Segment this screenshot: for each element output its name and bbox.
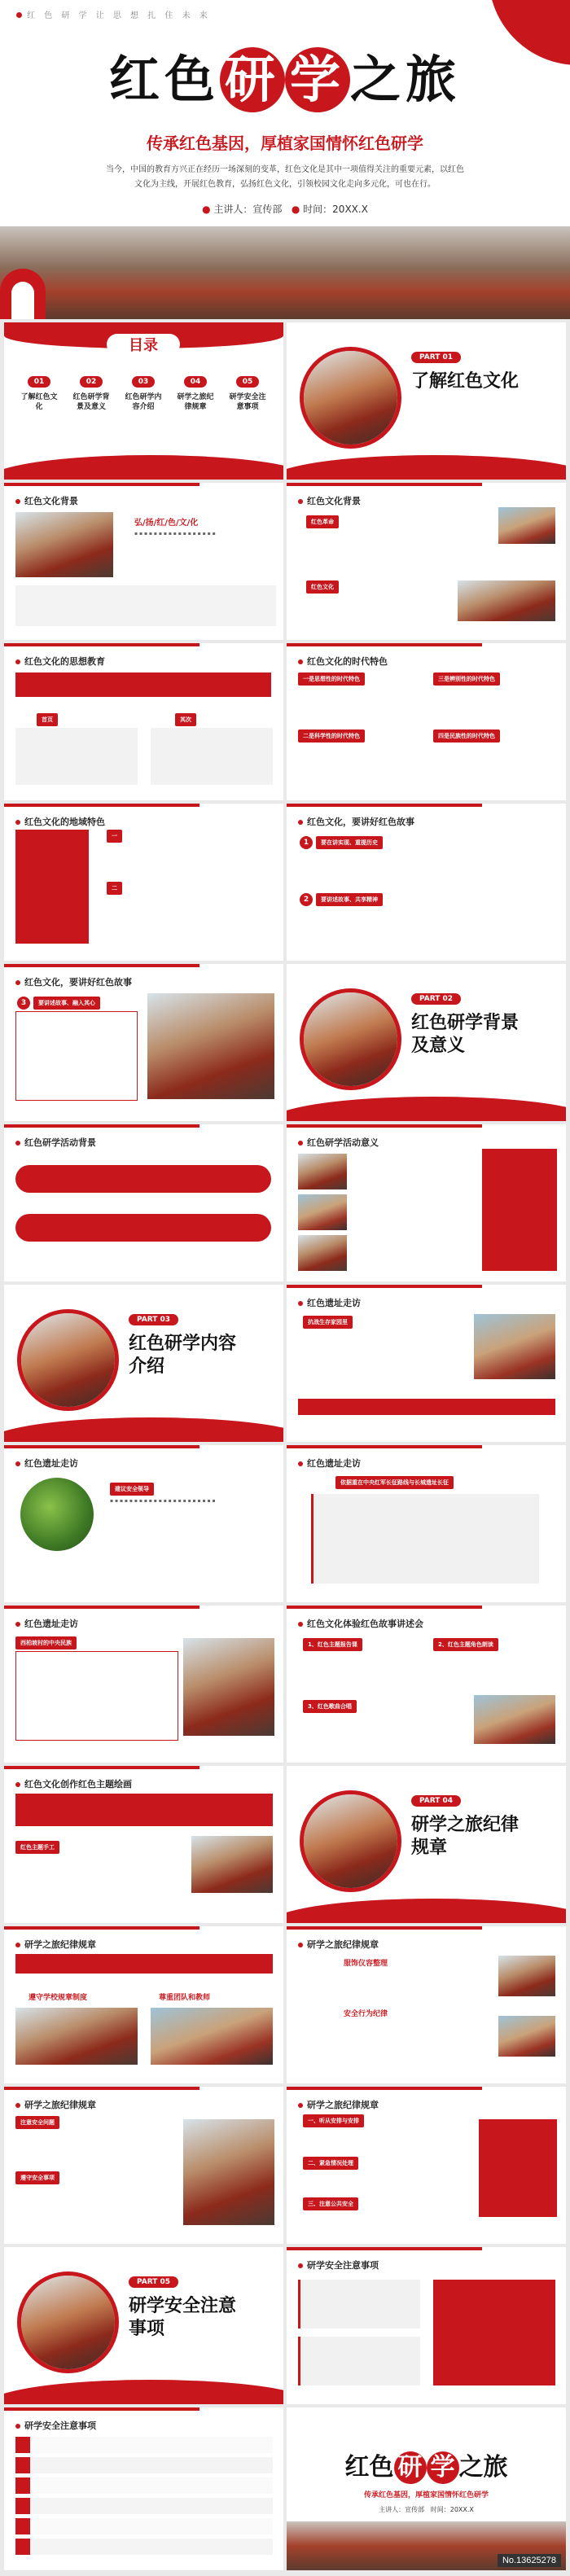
learn-bg-bar-1 — [15, 1165, 271, 1193]
part01-round-image — [300, 347, 401, 449]
site4-head: 西柏坡村的中央民族 — [15, 1636, 77, 1649]
part03-heading — [129, 1309, 251, 1378]
story1-title — [298, 815, 414, 828]
part03-label: PART 03 — [129, 1314, 178, 1325]
safe-row — [15, 2477, 273, 2494]
part04-label: PART 04 — [411, 1795, 461, 1807]
rule1-h1: 遵守学校规章制度 — [28, 1994, 88, 2002]
cover-subtitle: 传承红色基因，厚植家国情怀红色研学 — [147, 134, 423, 153]
rule4-red-panel — [479, 2119, 557, 2217]
story2-h1: 要讲述故事、融入其心 — [33, 997, 100, 1010]
toc-item-label: 研学之旅纪律规章 — [177, 393, 214, 411]
ending-meta — [287, 2505, 566, 2514]
cover-title-part-d: 之旅 — [350, 50, 462, 109]
bg2-slide — [287, 483, 566, 640]
story2-title — [15, 975, 132, 988]
safe2-title-text: 研学安全注意事项 — [24, 2420, 96, 2431]
cover-description: 当今，中国的教育方兴正在经历一场深刻的变革，红色文化是其中一项值得关注的重要元素，以红色文化为主线，开展红色教育，弘扬红色文化，引领校园文化走向多元化，可也在行。 — [106, 165, 464, 189]
region-title — [15, 815, 105, 828]
lecture-image — [474, 1695, 555, 1744]
wave-decoration — [287, 1899, 566, 1923]
edu-red-box — [15, 672, 271, 697]
create-slide — [4, 1766, 283, 1923]
site4-title-text: 红色遗址走访 — [24, 1619, 78, 1629]
bg2-image-b — [458, 580, 555, 621]
era-h4: 四是民族性的时代特色 — [433, 729, 500, 743]
site3-title — [298, 1457, 361, 1470]
story1-title-text: 红色文化，要讲好红色故事 — [307, 817, 414, 827]
toc-item[interactable] — [120, 371, 167, 412]
site1-image — [474, 1314, 555, 1379]
toc-item-label: 红色研学背景及意义 — [72, 393, 110, 411]
part01-label: PART 01 — [411, 352, 461, 363]
learn-bg-slide — [4, 1124, 283, 1281]
ending-slide — [287, 2407, 566, 2570]
learn-mean-title — [298, 1136, 379, 1149]
lecture-h2: 2、红色主题角色朗读 — [433, 1638, 498, 1651]
region-slide — [4, 804, 283, 961]
rule2-title — [298, 1938, 379, 1951]
story2-slide — [4, 964, 283, 1121]
era-h2: 二是科学性的时代特色 — [298, 729, 365, 743]
site1-red-strip — [298, 1399, 555, 1415]
bg1-text-block — [15, 585, 276, 626]
ending-title-c: 学 — [427, 2451, 459, 2484]
create-image — [191, 1836, 273, 1893]
bg2-pill-b: 红色文化 — [306, 580, 339, 594]
toc-item-label: 红色研学内容介绍 — [125, 393, 162, 411]
safe-row — [15, 2539, 273, 2555]
arch-inner-decoration — [11, 282, 34, 319]
safe-row — [15, 2518, 273, 2534]
cover-title-circle-b: 学 — [285, 47, 350, 112]
part05-heading — [129, 2272, 251, 2340]
wave-decoration — [4, 1417, 283, 1442]
safe1-red-panel — [433, 2280, 555, 2385]
region-red-panel — [15, 830, 89, 944]
part02-label: PART 02 — [411, 993, 461, 1005]
bg2-title — [298, 494, 361, 507]
cover-tag-text: 红 色 研 学 让 思 想 扎 住 未 来 — [27, 11, 211, 20]
toc-item-number: 02 — [80, 376, 103, 388]
ending-time: 时间：20XX.X — [430, 2506, 474, 2513]
rule3-image — [183, 2119, 274, 2225]
region-title-text: 红色文化的地域特色 — [24, 817, 105, 827]
part03-title: 红色研学内容介绍 — [129, 1333, 237, 1377]
site4-image — [183, 1638, 274, 1736]
story1-h1: 要在讲实现、重提历史 — [316, 836, 383, 849]
site3-text-box — [311, 1494, 539, 1584]
rule3-h1: 注意安全问题 — [15, 2116, 59, 2129]
lecture-title-text: 红色文化体验红色故事讲述会 — [307, 1619, 423, 1629]
ending-title — [287, 2447, 566, 2484]
toc-item-label: 了解红色文化 — [20, 393, 58, 411]
part03-round-image — [17, 1309, 119, 1411]
edu-title — [15, 655, 105, 668]
rule3-h2: 遵守安全事项 — [15, 2171, 59, 2184]
toc-item[interactable] — [172, 371, 219, 412]
watermark: No.13625278 — [498, 2554, 561, 2567]
bg2-title-text: 红色文化背景 — [307, 496, 361, 506]
era-title — [298, 655, 388, 668]
rule2-h1: 服饰仪容整理 — [344, 1960, 388, 1968]
safe1-title — [298, 2258, 379, 2272]
part05-slide — [4, 2247, 283, 2404]
lecture-slide — [287, 1606, 566, 1763]
ending-subtitle: 传承红色基因，厚植家国情怀红色研学 — [363, 2491, 489, 2499]
edu-tag-a: 首页 — [37, 713, 58, 726]
era-h1: 一是思想性的时代特色 — [298, 672, 365, 686]
safe1-slide — [287, 2247, 566, 2404]
cover-time: 时间：20XX.X — [303, 204, 368, 215]
safe1-title-text: 研学安全注意事项 — [307, 2260, 379, 2271]
safe-row — [15, 2457, 273, 2473]
wave-decoration — [4, 2380, 283, 2404]
lecture-title — [298, 1617, 423, 1630]
lecture-h3: 3、红色歌曲合唱 — [303, 1700, 357, 1713]
site2-title-text: 红色遗址走访 — [24, 1458, 78, 1469]
part04-round-image — [300, 1790, 401, 1892]
bg1-title-text: 红色文化背景 — [24, 496, 78, 506]
learn-mean-red-panel — [482, 1149, 557, 1271]
part03-slide — [4, 1285, 283, 1442]
site2-slide: 红色遗址走访 建议安全领导 ▪ ▪ ▪ ▪ ▪ ▪ ▪ ▪ ▪ ▪ ▪ ▪ ▪ ▪ ▪ ▪ ▪ ▪ ▪ ▪ ▪ ▪ — [4, 1445, 283, 1602]
create-title — [15, 1777, 132, 1790]
site4-title — [15, 1617, 78, 1630]
region-tag-a: 一 — [107, 830, 122, 843]
story1-num-2: 2 — [300, 893, 313, 906]
ending-title-a: 红色 — [344, 2453, 394, 2482]
toc-item-number: 04 — [184, 376, 208, 388]
part01-title: 了解红色文化 — [411, 370, 520, 392]
edu-tag-b: 其次 — [175, 713, 196, 726]
part05-title: 研学安全注意事项 — [129, 2295, 237, 2339]
safe-row — [15, 2437, 273, 2453]
bg1-title — [15, 494, 78, 507]
story2-image — [147, 993, 274, 1099]
rule4-slide — [287, 2087, 566, 2244]
cover-speaker: 主讲人：宣传部 — [213, 204, 283, 215]
safe2-title — [15, 2419, 96, 2432]
rule4-h3: 三、注意公共安全 — [303, 2197, 358, 2210]
part02-slide — [287, 964, 566, 1121]
edu-slide — [4, 643, 283, 800]
rule4-h2: 二、紧急情况处理 — [303, 2157, 358, 2170]
rule2-slide — [287, 1926, 566, 2083]
ending-title-b: 研 — [394, 2451, 427, 2484]
learn-mean-title-text: 红色研学活动意义 — [307, 1137, 379, 1148]
cover-title — [0, 39, 570, 112]
cover-title-part-a: 红色 — [108, 50, 220, 109]
part05-round-image — [17, 2272, 119, 2373]
story2-title-text: 红色文化，要讲好红色故事 — [24, 977, 132, 988]
create-red-box — [15, 1794, 273, 1826]
wave-decoration — [287, 1097, 566, 1121]
wave-decoration — [287, 455, 566, 480]
site4-text-box — [15, 1651, 178, 1741]
learn-bg-title — [15, 1136, 96, 1149]
learn-mean-slide — [287, 1124, 566, 1281]
lecture-h1: 1、红色主题报告课 — [303, 1638, 362, 1651]
site1-head: 抗战生存家园里 — [303, 1316, 353, 1329]
story2-text-box — [15, 1011, 138, 1101]
toc-item[interactable] — [68, 371, 115, 412]
site1-title-text: 红色遗址走访 — [307, 1298, 361, 1308]
rule4-title-text: 研学之旅纪律规章 — [307, 2100, 379, 2110]
rule3-title-text: 研学之旅纪律规章 — [24, 2100, 96, 2110]
site2-head: 建议安全领导 — [110, 1483, 154, 1496]
era-h3: 三是辨别性的时代特色 — [433, 672, 500, 686]
story1-h2: 要讲述故事、共享精神 — [316, 893, 383, 906]
site1-title — [298, 1296, 361, 1309]
bg1-slide: 红色文化背景 弘/扬/红/色/文/化 ▪ ▪ ▪ ▪ ▪ ▪ ▪ ▪ ▪ ▪ ▪ ▪ ▪ ▪ ▪ ▪ ▪ — [4, 483, 283, 640]
rule2-h2: 安全行为纪律 — [344, 2010, 388, 2018]
learn-bg-bar-2 — [15, 1214, 271, 1242]
part02-title: 红色研学背景及意义 — [411, 1012, 520, 1056]
part04-title: 研学之旅纪律规章 — [411, 1814, 520, 1858]
part01-heading — [411, 347, 533, 392]
cover-slide — [0, 0, 570, 319]
rule1-slide — [4, 1926, 283, 2083]
clock-icon: ● — [291, 204, 300, 215]
learn-bg-title-text: 红色研学活动背景 — [24, 1137, 96, 1148]
safe-row — [15, 2498, 273, 2514]
wave-decoration — [4, 455, 283, 480]
era-slide — [287, 643, 566, 800]
rule3-slide — [4, 2087, 283, 2244]
part04-slide — [287, 1766, 566, 1923]
create-title-text: 红色文化创作红色主题绘画 — [24, 1779, 132, 1790]
ending-speaker: 主讲人：宣传部 — [379, 2506, 425, 2513]
cover-tag — [16, 8, 211, 20]
story2-num: 3 — [17, 997, 30, 1010]
cover-meta — [0, 202, 570, 216]
toc-item-label: 研学安全注意事项 — [229, 393, 266, 411]
person-icon: ● — [202, 204, 211, 215]
toc-slide — [4, 322, 283, 480]
safe2-slide — [4, 2407, 283, 2570]
edu-title-text: 红色文化的思想教育 — [24, 656, 105, 667]
toc-item-number: 03 — [132, 376, 156, 388]
rule2-title-text: 研学之旅纪律规章 — [307, 1939, 379, 1950]
cover-title-circle-a: 研 — [220, 47, 285, 112]
story1-slide — [287, 804, 566, 961]
rule4-h1: 一、听从安排与安排 — [303, 2114, 364, 2127]
site3-head: 依据重在中央红军长征路线与长城遗址长征 — [335, 1476, 454, 1489]
rule1-red-strip — [15, 1954, 273, 1974]
site1-slide — [287, 1285, 566, 1442]
rule3-title — [15, 2098, 96, 2111]
part02-round-image — [300, 988, 401, 1090]
part01-slide — [287, 322, 566, 480]
era-title-text: 红色文化的时代特色 — [307, 656, 388, 667]
site4-slide — [4, 1606, 283, 1763]
rule1-title — [15, 1938, 96, 1951]
rule1-h2: 尊重团队和教师 — [159, 1994, 211, 2002]
ending-title-d: 之旅 — [458, 2453, 508, 2482]
great-wall-image — [0, 226, 570, 319]
part02-heading — [411, 988, 533, 1057]
toc-item-number: 01 — [28, 376, 51, 388]
bg1-head: 弘/扬/红/色/文/化 — [134, 519, 199, 528]
toc-item-number: 05 — [236, 376, 260, 388]
site3-slide — [287, 1445, 566, 1602]
palace-image — [15, 512, 113, 577]
part04-heading — [411, 1790, 533, 1859]
rule4-title — [298, 2098, 379, 2111]
bg2-pill-a: 红色革命 — [306, 515, 339, 528]
toc-item[interactable] — [15, 371, 63, 412]
site2-title — [15, 1457, 78, 1470]
site3-title-text: 红色遗址走访 — [307, 1458, 361, 1469]
bg2-image — [498, 507, 555, 544]
story1-num-1: 1 — [300, 836, 313, 849]
plant-image — [20, 1478, 94, 1551]
toc-item[interactable] — [224, 371, 271, 412]
toc-title: 目录 — [107, 334, 180, 355]
region-tag-b: 二 — [107, 882, 122, 895]
rule1-title-text: 研学之旅纪律规章 — [24, 1939, 96, 1950]
create-head: 红色主题手工 — [15, 1841, 59, 1854]
part05-label: PART 05 — [129, 2276, 178, 2288]
